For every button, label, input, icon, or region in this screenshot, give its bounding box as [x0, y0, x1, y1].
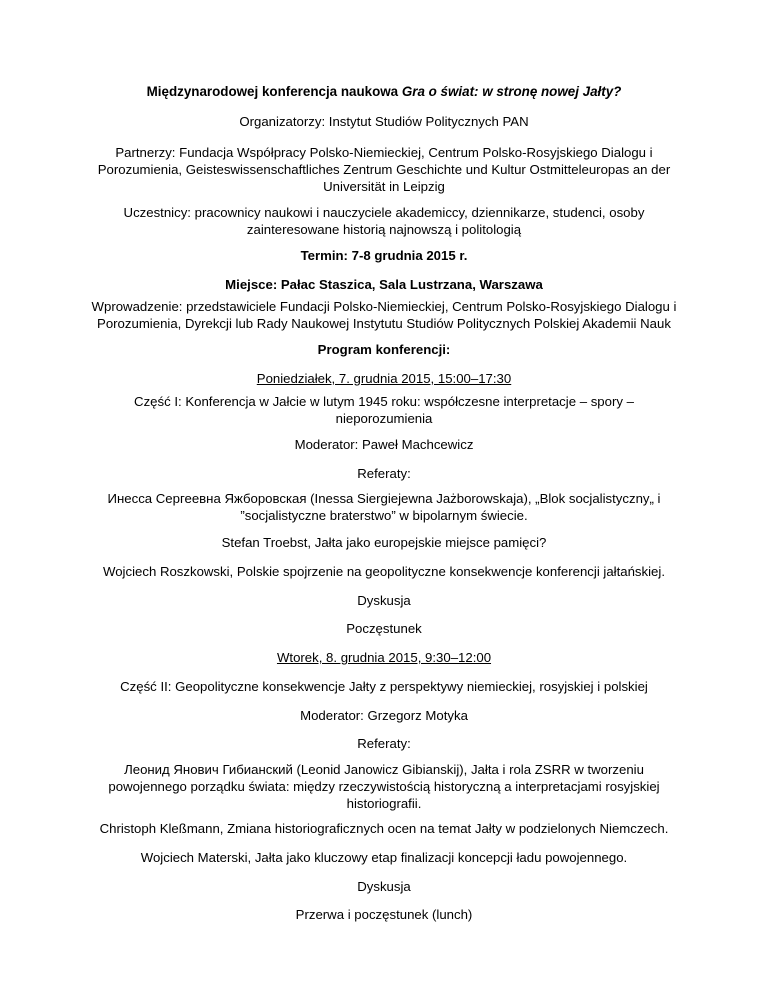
day2-paper-2: Christoph Kleßmann, Zmiana historiograficznych ocen na temat Jałty w podzielonych Niemczech.	[99, 821, 669, 836]
day1-moderator: Moderator: Paweł Machcewicz	[294, 437, 474, 452]
organizers-line: Organizatorzy: Instytut Studiów Politycznych PAN	[239, 114, 529, 129]
program-heading: Program konferencji:	[317, 342, 451, 357]
venue-line: Miejsce: Pałac Staszica, Sala Lustrzana, Warszawa	[225, 277, 543, 292]
day2-paper-3: Wojciech Materski, Jałta jako kluczowy etap finalizacji koncepcji ładu powojennego.	[140, 850, 628, 865]
day1-heading: Poniedziałek, 7. grudnia 2015, 15:00–17:30	[256, 371, 512, 386]
day2-break: Przerwa i poczęstunek (lunch)	[295, 907, 473, 922]
day2-discussion: Dyskusja	[357, 879, 411, 894]
day1-paper-2: Stefan Troebst, Jałta jako europejskie miejsce pamięci?	[221, 535, 547, 550]
day1-part-title: Część I: Konferencja w Jałcie w lutym 1945 roku: współczesne interpretacje – spory – nieporozumienia	[134, 394, 634, 426]
day2-part-title: Część II: Geopolityczne konsekwencje Jałty z perspektywy niemieckiej, rosyjskiej i polskiej	[120, 679, 648, 694]
day2-papers-label: Referaty:	[357, 736, 411, 751]
participants-paragraph: Uczestnicy: pracownicy naukowi i nauczyciele akademiccy, dziennikarze, studenci, osoby zainteresowane historią najnowszą i politologią	[123, 205, 645, 237]
title-italic: Gra o świat: w stronę nowej Jałty?	[401, 84, 622, 99]
title-prefix: Międzynarodowej konferencja naukowa	[146, 84, 402, 99]
day2-heading: Wtorek, 8. grudnia 2015, 9:30–12:00	[276, 650, 492, 665]
date-line: Termin: 7-8 grudnia 2015 r.	[300, 248, 468, 263]
introduction-paragraph: Wprowadzenie: przedstawiciele Fundacji Polsko-Niemieckiej, Centrum Polsko-Rosyjskiego Dialogu i Porozumienia, Dyrekcji lub Rady Naukowej Instytutu Studiów Politycznych Polskiej Akademii Nauk	[91, 299, 677, 331]
day2-paper-1: Леонид Янович Гибианский (Leonid Janowicz Gibianskij), Jałta i rola ZSRR w tworzeniu powojennego porządku świata: między rzeczywistością historyczną a interpretacjami rosyjskiej historiografii.	[108, 762, 660, 811]
day1-papers-label: Referaty:	[357, 466, 411, 481]
day2-moderator: Moderator: Grzegorz Motyka	[300, 708, 468, 723]
day1-refreshment: Poczęstunek	[346, 621, 422, 636]
partners-paragraph: Partnerzy: Fundacja Współpracy Polsko-Niemieckiej, Centrum Polsko-Rosyjskiego Dialogu i Porozumienia, Geisteswissenschaftliches Zentrum Geschichte und Kultur Ostmitteleuropas an der Universität in Leipzig	[97, 145, 671, 194]
day1-discussion: Dyskusja	[357, 593, 411, 608]
conference-title	[80, 83, 688, 100]
day1-paper-3: Wojciech Roszkowski, Polskie spojrzenie na geopolityczne konsekwencje konferencji jałtańskiej.	[103, 564, 665, 579]
day1-paper-1: Инесса Сергеевна Яжборовская (Inessa Siergiejewna Jażborowskaja), „Blok socjalistyczny„ i ”socjalistyczne braterstwo” w bipolarnym świecie.	[107, 491, 661, 523]
